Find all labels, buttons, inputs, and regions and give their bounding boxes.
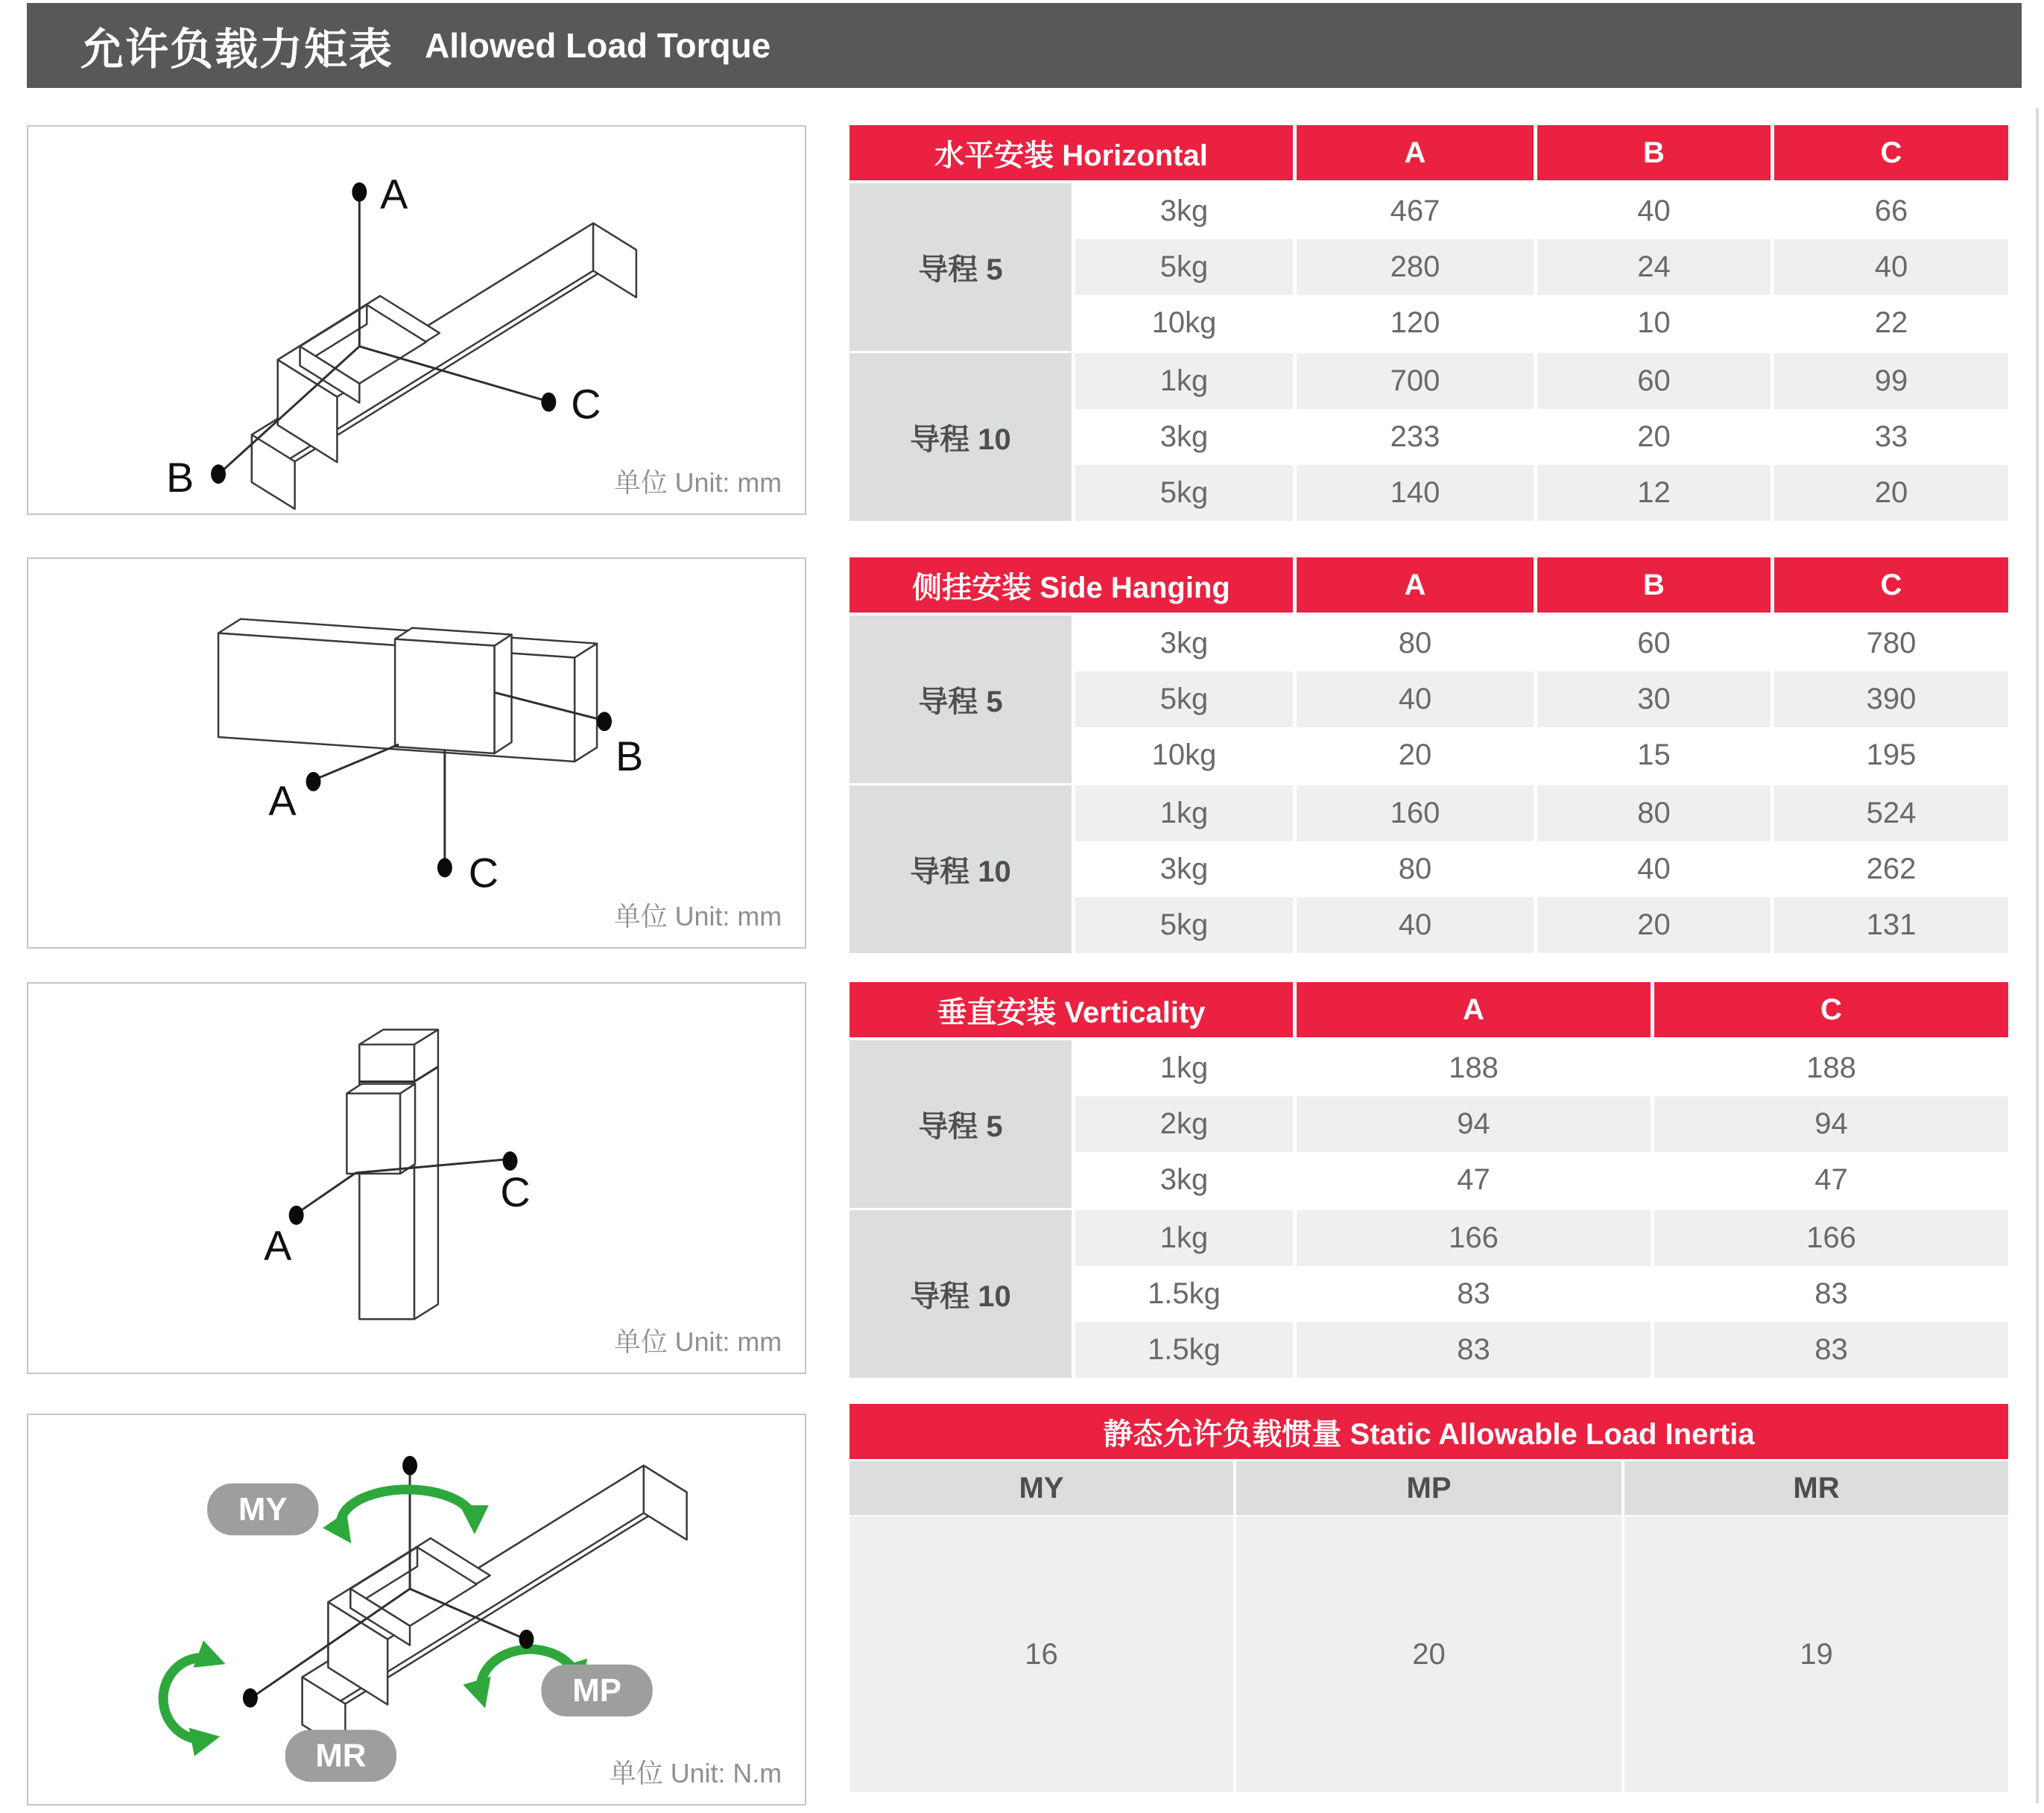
cell-a: 120 (1297, 295, 1534, 351)
cell-a: 140 (1297, 465, 1534, 521)
cell-a: 280 (1297, 239, 1534, 295)
axis-a-label: A (268, 777, 297, 824)
page-title-chinese: 允许负载力矩表 (80, 25, 394, 74)
col-header-a: A (1297, 557, 1534, 613)
lead5-group (849, 1040, 2008, 1208)
cell-a: 188 (1297, 1040, 1651, 1096)
axis-a-label: A (264, 1222, 292, 1269)
lead10-group (849, 353, 2008, 521)
mr-label: MR (315, 1737, 367, 1774)
cell-c: 33 (1774, 409, 2008, 465)
cell-c: 195 (1774, 727, 2008, 783)
axis-b-label: B (165, 455, 194, 501)
cell-c: 40 (1774, 239, 2008, 295)
axis-c-label: C (468, 849, 499, 896)
col-header-c: C (1774, 125, 2008, 180)
my-label: MY (238, 1491, 288, 1528)
table-side-hanging-header (849, 557, 2008, 613)
cell-a: 160 (1297, 785, 1534, 841)
vertical-mount-drawing (28, 984, 805, 1373)
side-hanging-drawing (28, 559, 805, 947)
cell-b: 20 (1537, 897, 1771, 953)
col-header-c: C (1774, 557, 2008, 613)
unit-label: 单位 Unit: N.m (610, 1759, 782, 1789)
yaw-axis-dot (402, 1456, 417, 1475)
cell-b: 20 (1537, 409, 1771, 465)
mp-label: MP (572, 1672, 621, 1709)
diagram-horizontal-mount (27, 125, 806, 515)
col-header-a: A (1297, 982, 1651, 1037)
cell-load: 5kg (1075, 465, 1293, 521)
cell-a: 467 (1297, 183, 1534, 239)
group-label: 导程 5 (849, 1040, 1072, 1208)
cell-load: 5kg (1075, 671, 1293, 727)
rail-3d-drawing (347, 1030, 438, 1320)
col-header-mr: MR (1624, 1461, 2008, 1515)
cell-b: 12 (1537, 465, 1771, 521)
roll-axis-dot (243, 1689, 258, 1708)
axis-c-label: C (571, 381, 601, 428)
cell-c: 20 (1774, 465, 2008, 521)
lead10-group (849, 1210, 2008, 1378)
axis-a-label: A (380, 171, 408, 218)
roll-arrow (163, 1658, 215, 1740)
group-label: 导程 10 (849, 353, 1072, 521)
cell-a: 233 (1297, 409, 1534, 465)
cell-load: 5kg (1075, 897, 1293, 953)
cell-a: 700 (1297, 353, 1534, 409)
page-title-english: Allowed Load Torque (425, 26, 771, 65)
cell-c: 390 (1774, 671, 2008, 727)
axis-a-dot (306, 772, 321, 791)
cell-load: 2kg (1075, 1096, 1293, 1152)
cell-b: 40 (1537, 841, 1771, 897)
axis-c-dot (541, 393, 556, 412)
cell-a: 83 (1297, 1266, 1651, 1322)
axis-c-dot (437, 858, 452, 877)
page-edge-divider (2036, 108, 2039, 1803)
axis-b-label: B (615, 733, 644, 779)
mp-badge (541, 1665, 652, 1717)
cell-a: 40 (1297, 897, 1534, 953)
cell-c: 99 (1774, 353, 2008, 409)
cell-c: 131 (1774, 897, 2008, 953)
mr-badge (285, 1730, 396, 1782)
cell-load: 1kg (1075, 785, 1293, 841)
lead10-group (849, 785, 2008, 953)
cell-load: 10kg (1075, 727, 1293, 783)
moment-axes-drawing (28, 1415, 805, 1804)
table-title-cell: 水平安装 Horizontal (849, 125, 1293, 180)
table-inertia-header (849, 1404, 2008, 1459)
cell-b: 60 (1537, 616, 1771, 671)
cell-a: 20 (1297, 727, 1534, 783)
table-vertical (849, 982, 2008, 1378)
cell-mr: 19 (1624, 1516, 2008, 1792)
cell-a: 166 (1297, 1210, 1651, 1266)
cell-c: 83 (1654, 1266, 2008, 1322)
group-label: 导程 5 (849, 183, 1072, 351)
cell-a: 47 (1297, 1152, 1651, 1208)
axis-c-dot (503, 1151, 518, 1171)
unit-label: 单位 Unit: mm (613, 1327, 782, 1358)
col-header-b: B (1537, 125, 1771, 180)
cell-b: 10 (1537, 295, 1771, 351)
cell-c: 262 (1774, 841, 2008, 897)
col-header-mp: MP (1236, 1461, 1621, 1515)
table-horizontal (849, 125, 2008, 521)
pitch-axis-dot (519, 1630, 534, 1649)
horizontal-mount-drawing (28, 127, 805, 513)
rail-3d-drawing (252, 224, 636, 510)
page-title-bar (27, 3, 2022, 88)
cell-a: 40 (1297, 671, 1534, 727)
lead5-group (849, 183, 2008, 351)
inertia-subheader-row (849, 1461, 2008, 1515)
cell-a: 80 (1297, 616, 1534, 671)
lead5-group (849, 616, 2008, 783)
col-header-c: C (1654, 982, 2008, 1037)
cell-load: 3kg (1075, 409, 1293, 465)
cell-c: 66 (1774, 183, 2008, 239)
cell-load: 10kg (1075, 295, 1293, 351)
cell-load: 1kg (1075, 1040, 1293, 1096)
cell-load: 3kg (1075, 183, 1293, 239)
cell-mp: 20 (1236, 1516, 1621, 1792)
unit-label: 单位 Unit: mm (613, 468, 782, 499)
axis-b-dot (211, 464, 226, 484)
cell-load: 1kg (1075, 353, 1293, 409)
cell-b: 40 (1537, 183, 1771, 239)
axis-a-dot (352, 183, 367, 202)
cell-my: 16 (849, 1516, 1233, 1792)
cell-a: 83 (1297, 1322, 1651, 1378)
cell-b: 80 (1537, 785, 1771, 841)
axis-b-dot (597, 712, 612, 731)
cell-b: 30 (1537, 671, 1771, 727)
cell-c: 83 (1654, 1322, 2008, 1378)
cell-a: 80 (1297, 841, 1534, 897)
cell-c: 94 (1654, 1096, 2008, 1152)
group-label: 导程 10 (849, 785, 1072, 953)
col-header-a: A (1297, 125, 1534, 180)
diagram-vertical-mount (27, 982, 806, 1374)
cell-load: 1kg (1075, 1210, 1293, 1266)
unit-label: 单位 Unit: mm (613, 902, 782, 932)
cell-load: 3kg (1075, 1152, 1293, 1208)
diagram-moment-axes (27, 1414, 806, 1806)
inertia-value-row (849, 1516, 2008, 1792)
diagram-side-hanging-mount (27, 557, 806, 949)
table-horizontal-header (849, 125, 2008, 180)
group-label: 导程 10 (849, 1210, 1072, 1378)
table-title-cell: 垂直安装 Verticality (849, 982, 1293, 1037)
cell-load: 1.5kg (1075, 1322, 1293, 1378)
rail-3d-drawing (218, 619, 597, 762)
table-inertia (849, 1404, 2008, 1792)
yaw-arrow (341, 1490, 474, 1534)
cell-load: 5kg (1075, 239, 1293, 295)
cell-c: 188 (1654, 1040, 2008, 1096)
cell-c: 22 (1774, 295, 2008, 351)
cell-b: 24 (1537, 239, 1771, 295)
table-side-hanging (849, 557, 2008, 953)
table-title-cell: 侧挂安装 Side Hanging (849, 557, 1293, 613)
cell-c: 780 (1774, 616, 2008, 671)
cell-c: 166 (1654, 1210, 2008, 1266)
col-header-my: MY (849, 1461, 1233, 1515)
col-header-b: B (1537, 557, 1771, 613)
my-badge (207, 1484, 318, 1536)
axis-c-label: C (500, 1168, 531, 1215)
cell-c: 524 (1774, 785, 2008, 841)
table-title-cell: 静态允许负载惯量 Static Allowable Load Inertia (849, 1404, 2008, 1459)
cell-b: 15 (1537, 727, 1771, 783)
table-vertical-header (849, 982, 2008, 1037)
cell-load: 3kg (1075, 616, 1293, 671)
cell-a: 94 (1297, 1096, 1651, 1152)
cell-c: 47 (1654, 1152, 2008, 1208)
group-label: 导程 5 (849, 616, 1072, 783)
cell-b: 60 (1537, 353, 1771, 409)
cell-load: 1.5kg (1075, 1266, 1293, 1322)
cell-load: 3kg (1075, 841, 1293, 897)
